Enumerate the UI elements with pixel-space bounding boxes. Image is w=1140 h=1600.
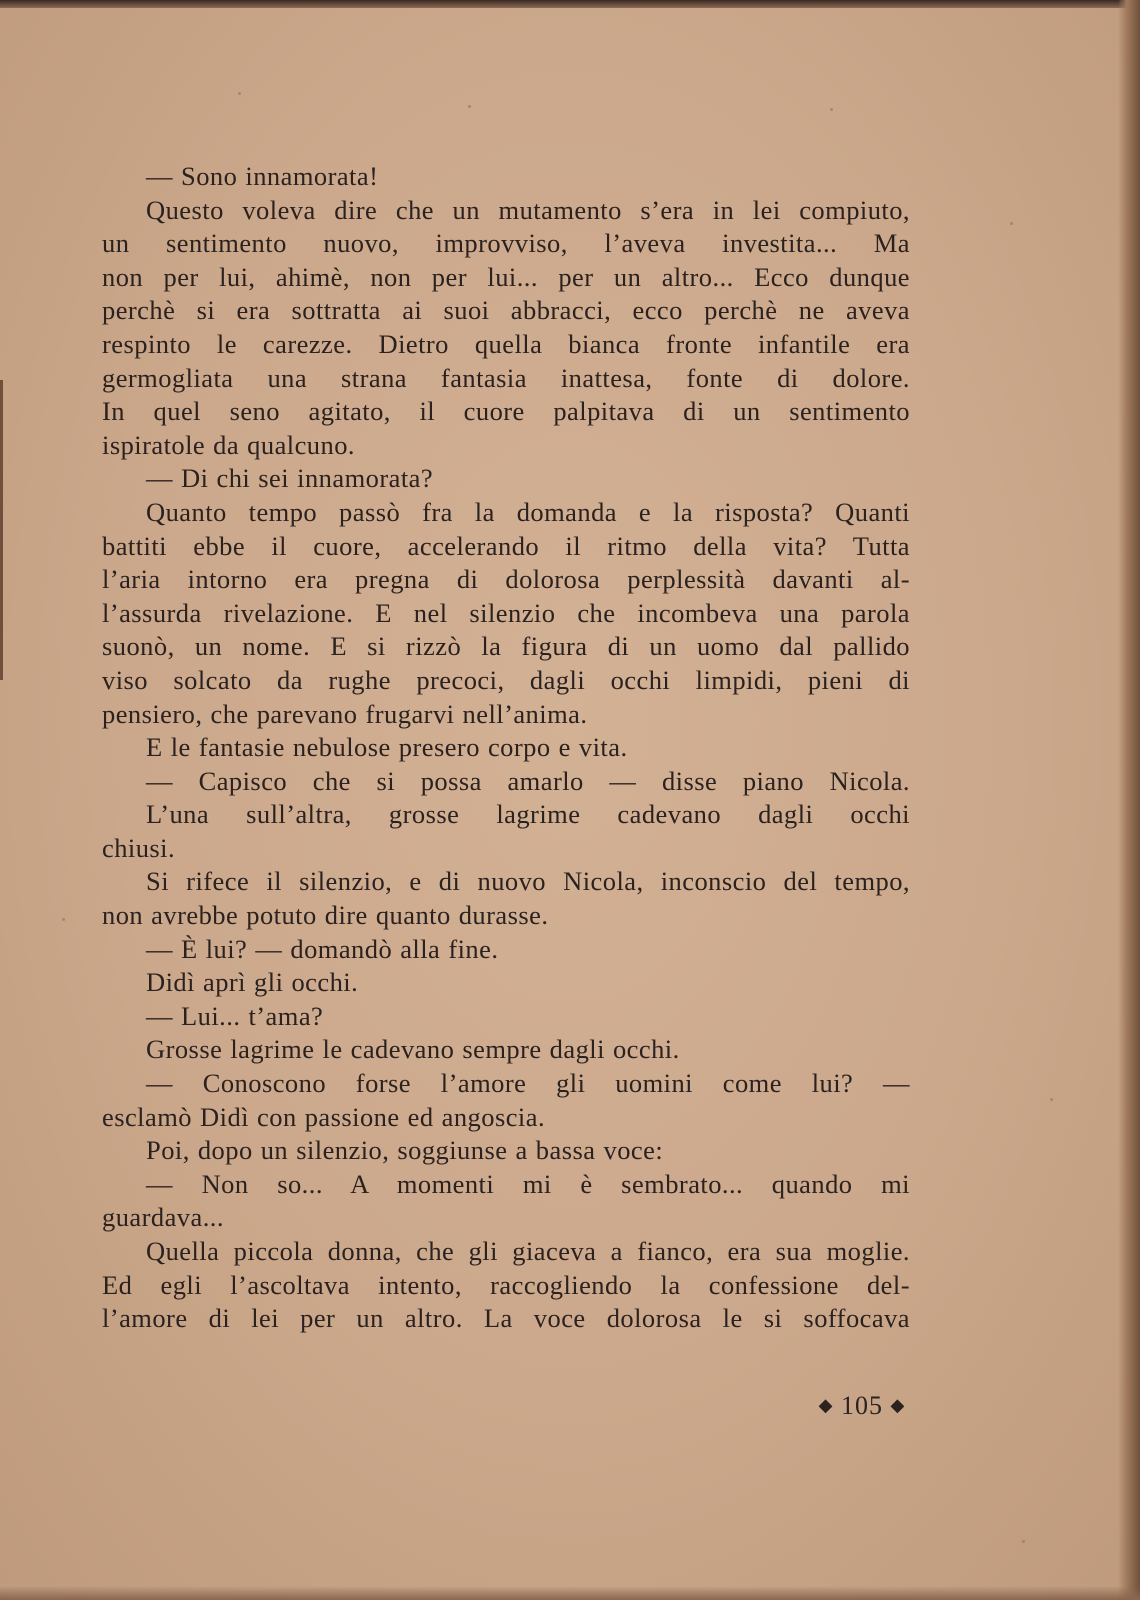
text-line: — Conoscono forse l’amore gli uomini come lui? — xyxy=(146,1068,910,1099)
body-text xyxy=(102,160,910,1336)
paper-speck xyxy=(62,918,65,921)
paper-speck xyxy=(468,105,471,108)
paper-speck xyxy=(238,92,241,95)
text-line: E le fantasie nebulose presero corpo e vita. xyxy=(146,732,628,763)
text-line: pensiero, che parevano frugarvi nell’anima. xyxy=(102,698,588,729)
paper-speck xyxy=(1050,1098,1053,1101)
text-line: — È lui? — domandò alla fine. xyxy=(146,933,499,964)
text-line: germogliata una strana fantasia inattesa, fonte di dolore. xyxy=(102,362,910,393)
text-line: l’amore di lei per un altro. La voce dolorosa le si soffocava xyxy=(102,1303,910,1334)
diamond-ornament-icon: ◆ xyxy=(890,1395,906,1415)
paper-speck xyxy=(1022,1540,1025,1543)
text-line: un sentimento nuovo, improvviso, l’aveva investita... Ma xyxy=(102,228,910,259)
text-line: non per lui, ahimè, non per lui... per un altro... Ecco dunque xyxy=(102,261,910,292)
text-line: Si rifece il silenzio, e di nuovo Nicola, inconscio del tempo, xyxy=(146,866,910,897)
text-line: — Non so... A momenti mi è sembrato... quando mi xyxy=(146,1168,910,1199)
text-line: — Sono innamorata! xyxy=(146,161,379,191)
text-line: Didì aprì gli occhi. xyxy=(146,967,359,998)
text-line: ispiratole da qualcuno. xyxy=(102,429,355,460)
text-line: chiusi. xyxy=(102,832,176,863)
text-line: Poi, dopo un silenzio, soggiunse a bassa voce: xyxy=(146,1135,664,1166)
text-line: Ed egli l’ascoltava intento, raccogliendo la confessione del- xyxy=(102,1269,910,1300)
text-line: perchè si era sottratta ai suoi abbracci, ecco perchè ne aveva xyxy=(102,295,910,326)
text-line: l’assurda rivelazione. E nel silenzio che incombeva una parola xyxy=(102,597,910,628)
page-bottom-edge xyxy=(0,1586,1140,1600)
page-right-edge xyxy=(1118,0,1140,1600)
text-line: Questo voleva dire che un mutamento s’era in lei compiuto, xyxy=(146,194,910,225)
page-number: 105 xyxy=(841,1391,883,1420)
text-line: non avrebbe potuto dire quanto durasse. xyxy=(102,900,549,931)
text-line: — Capisco che si possa amarlo — disse piano Nicola. xyxy=(146,765,910,796)
paper-speck xyxy=(830,108,833,111)
paper-speck xyxy=(1010,222,1013,225)
text-line: l’aria intorno era pregna di dolorosa perplessità davanti al- xyxy=(102,564,910,595)
text-line: viso solcato da rughe precoci, dagli occhi limpidi, pieni di xyxy=(102,664,910,695)
text-line: suonò, un nome. E si rizzò la figura di un uomo dal pallido xyxy=(102,631,910,662)
text-line: battiti ebbe il cuore, accelerando il ritmo della vita? Tutta xyxy=(102,530,910,561)
text-line: L’una sull’altra, grosse lagrime cadevano dagli occhi xyxy=(146,799,910,830)
text-line: — Lui... t’ama? xyxy=(146,1000,324,1031)
text-line: Quanto tempo passò fra la domanda e la risposta? Quanti xyxy=(146,496,910,527)
text-line: guardava... xyxy=(102,1202,224,1233)
page-top-edge xyxy=(0,0,1140,8)
text-line: Quella piccola donna, che gli giaceva a fianco, era sua moglie. xyxy=(146,1236,910,1266)
text-line: esclamò Didì con passione ed angoscia. xyxy=(102,1101,546,1132)
text-line: respinto le carezze. Dietro quella bianca fronte infantile era xyxy=(102,328,910,359)
page-left-edge xyxy=(0,380,3,680)
text-line: — Di chi sei innamorata? xyxy=(146,463,434,494)
text-line: Grosse lagrime le cadevano sempre dagli occhi. xyxy=(146,1034,680,1065)
page-number-footer xyxy=(812,1391,912,1421)
text-line: In quel seno agitato, il cuore palpitava di un sentimento xyxy=(102,396,910,427)
diamond-ornament-icon: ◆ xyxy=(818,1395,834,1415)
